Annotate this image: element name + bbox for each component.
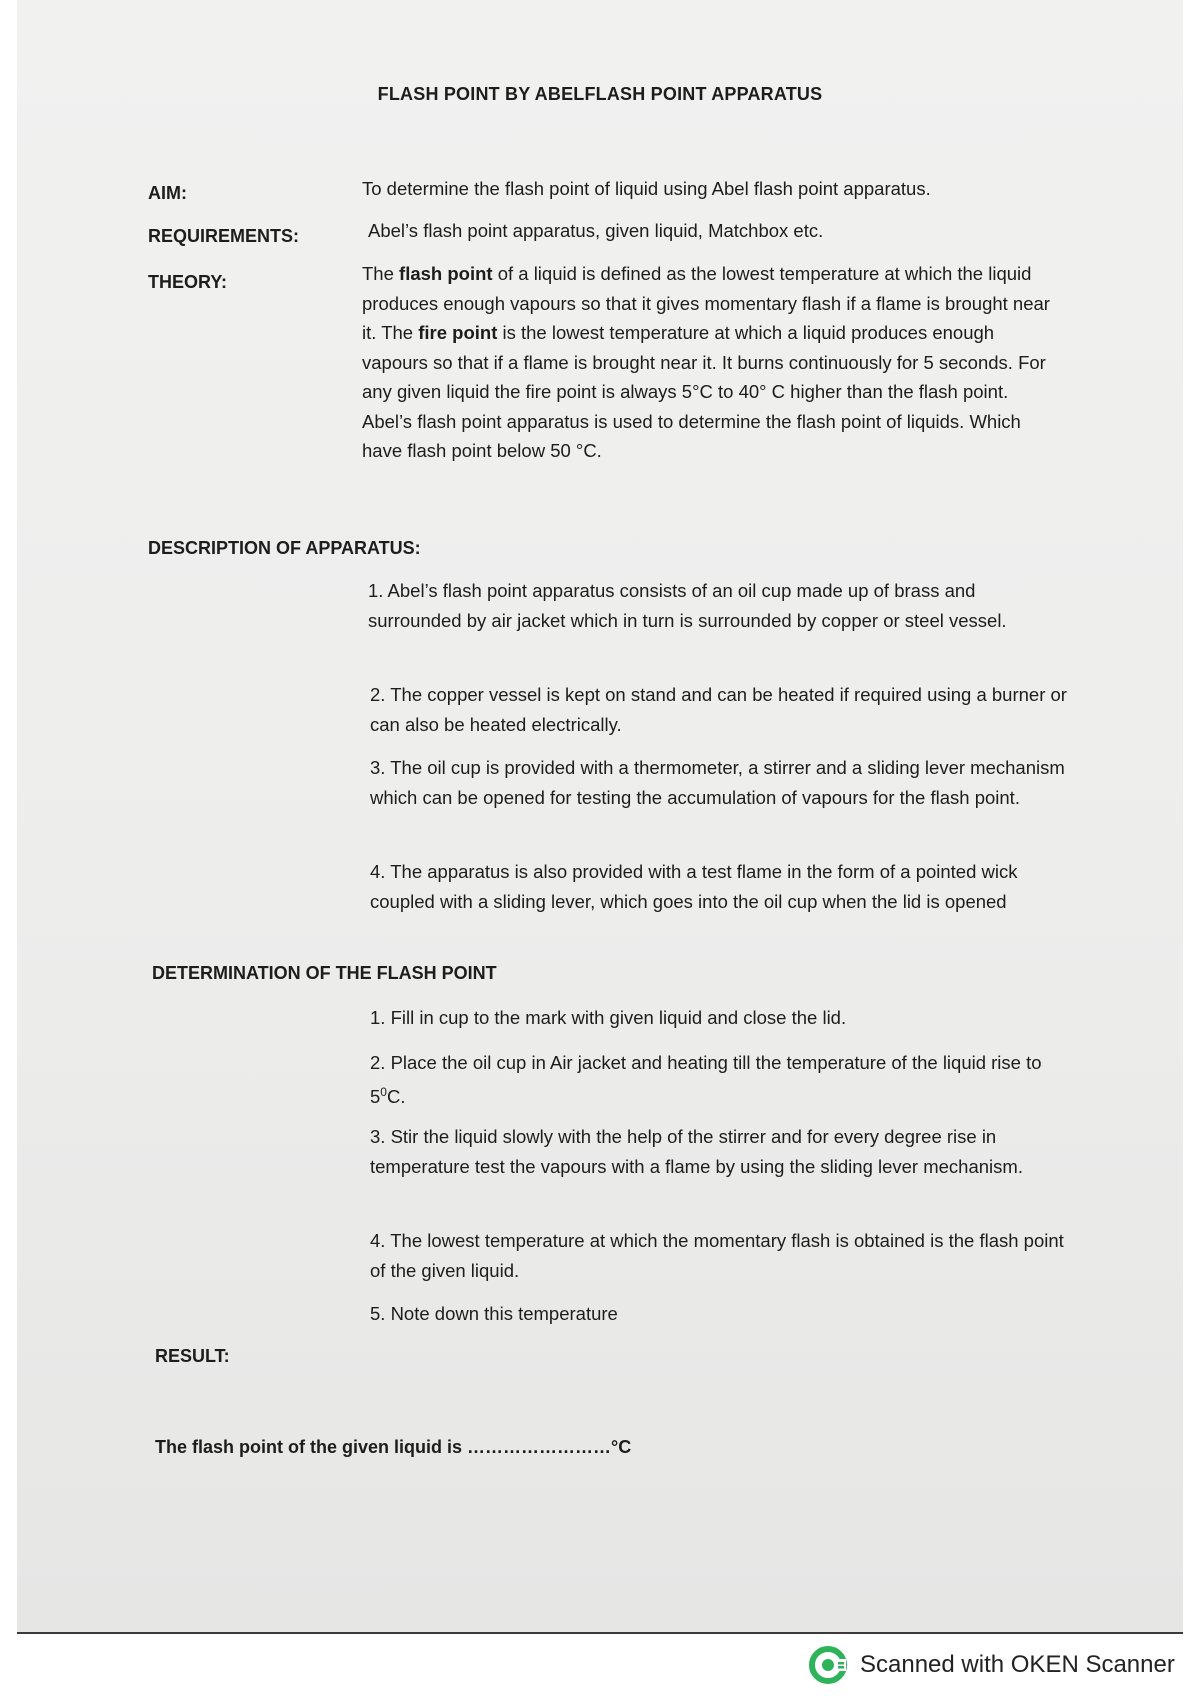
result-statement: The flash point of the given liquid is ……………………°C (155, 1437, 632, 1457)
determination-item-3: 3. Stir the liquid slowly with the help of the stirrer and for every degree rise in temperature test the vapours with a flame by using the sliding lever mechanism. (370, 1126, 1023, 1177)
flash-point-term: flash point (399, 263, 493, 284)
description-item-2: 2. The copper vessel is kept on stand and can be heated if required using a burner or can also be heated electrically. (370, 684, 1067, 735)
scanner-text: Scanned with OKEN Scanner (860, 1651, 1175, 1678)
scanner-watermark (808, 1645, 1175, 1685)
description-item-1: 1. Abel’s flash point apparatus consists of an oil cup made up of brass and surrounded by air jacket which in turn is surrounded by copper or steel vessel. (368, 580, 1007, 631)
determination-heading: DETERMINATION OF THE FLASH POINT (152, 963, 497, 983)
description-item-3: 3. The oil cup is provided with a thermometer, a stirrer and a sliding lever mechanism which can be opened for testing the accumulation of vapours for the flash point. (370, 757, 1065, 808)
fire-point-term: fire point (418, 322, 498, 343)
aim-label: AIM: (148, 183, 187, 203)
theory-label: THEORY: (148, 272, 227, 292)
oken-scanner-logo-icon (808, 1645, 848, 1685)
aim-text: To determine the flash point of liquid using Abel flash point apparatus. (362, 178, 931, 199)
determination-item-5: 5. Note down this temperature (370, 1303, 618, 1324)
description-item-4: 4. The apparatus is also provided with a test flame in the form of a pointed wick coupled with a sliding lever, which goes into the oil cup when the lid is opened (370, 861, 1018, 912)
determination-item-2: 2. Place the oil cup in Air jacket and heating till the temperature of the liquid rise to $5^0C$. (370, 1052, 1042, 1107)
determination-item-1: 1. Fill in cup to the mark with given liquid and close the lid. (370, 1007, 847, 1028)
document-title: FLASH POINT BY ABELFLASH POINT APPARATUS (377, 84, 823, 104)
requirements-label: REQUIREMENTS: (148, 226, 300, 246)
determination-item-4: 4. The lowest temperature at which the momentary flash is obtained is the flash point of the given liquid. (370, 1230, 1064, 1281)
requirements-text: Abel’s flash point apparatus, given liquid, Matchbox etc. (368, 220, 824, 241)
description-heading: DESCRIPTION OF APPARATUS: (148, 538, 421, 558)
theory-paragraph: The flash point of a liquid is defined as the lowest temperature at which the liquid produces enough vapours so that it gives momentary flash if a flame is brought near it. The fire point is the lowest temperature at which a liquid produces enough vapours so that if a flame is brought near it. It burns continuously for 5 seconds. For any given liquid the fire point is always 5°C to 40° C higher than the flash point. Abel’s flash point apparatus is used to determine the flash point of liquids. Which have flash point below 50 °C. (362, 263, 1050, 461)
result-label: RESULT: (155, 1346, 230, 1366)
